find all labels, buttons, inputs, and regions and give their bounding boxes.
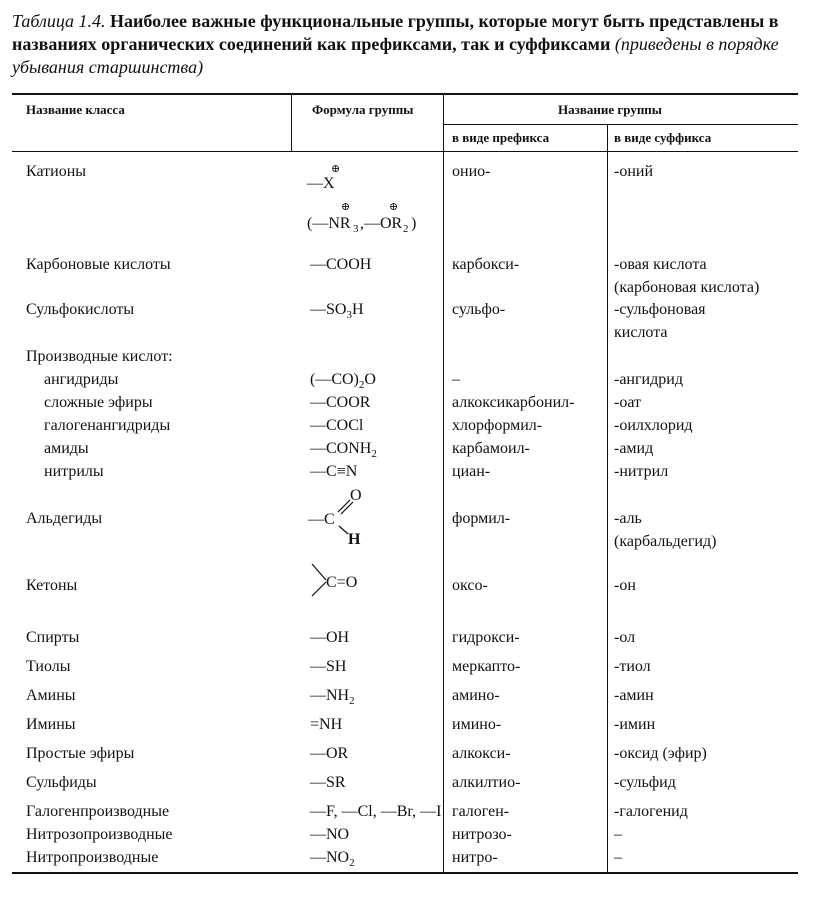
header-as-suffix: в виде суффикса [614,130,712,145]
row-class: ангидриды [44,371,119,388]
header-group-name: Название группы [558,102,662,117]
row-suffix: -тиол [614,658,651,675]
row-class: Сульфиды [26,774,97,791]
svg-text:O: O [350,487,362,504]
formula-halide: —F, —Cl, —Br, —I [310,803,442,820]
formula-amide: $—CONH_2$ [310,440,377,460]
row-class: Карбоновые кислоты [26,256,171,273]
row-suffix: – [614,826,622,843]
svg-text:): ) [411,215,417,232]
row-suffix-continued: кислота [614,324,668,341]
top-rule [12,93,798,95]
row-suffix-continued: (карбоновая кислота) [614,279,760,296]
header-formula: Формула группы [312,102,414,117]
column-divider [607,125,608,872]
row-suffix: -ол [614,629,636,646]
row-suffix: -оний [614,163,654,180]
row-prefix: алкоксикарбонил- [452,394,575,411]
row-suffix: -оксид (эфир) [614,745,707,762]
row-class: Имины [26,716,76,733]
formula-sulfide: —SR [310,774,346,791]
row-suffix: -овая кислота [614,256,707,273]
svg-text:C=O: C=O [326,574,358,591]
row-class: Спирты [26,629,80,646]
svg-text:—C: —C [308,511,335,528]
row-class: Галогенпроизводные [26,803,170,820]
formula-cation [305,156,435,236]
row-prefix: алкокси- [452,745,511,762]
table-caption [12,10,802,79]
header-mid-rule [443,124,798,125]
formula-carboxyl: —COOH [310,256,372,273]
formula-acid-halide: —COCl [310,417,364,434]
formula-nitrile: —C≡N [310,463,358,480]
row-prefix: галоген- [452,803,510,820]
formula-ester: —COOR [310,394,371,411]
column-divider [291,95,292,151]
row-suffix: -галогенид [614,803,688,820]
row-class: Кетоны [26,577,78,594]
column-divider [443,95,444,872]
row-suffix: -он [614,577,636,594]
row-class: амиды [44,440,89,457]
formula-hydroxyl: —OH [310,629,350,646]
formula-nitro: $—NO_2$ [310,849,355,869]
svg-text:H: H [348,531,361,548]
row-class: Нитрозопроизводные [26,826,173,843]
row-suffix: -оилхлорид [614,417,693,434]
row-prefix: – [452,371,460,388]
row-suffix: – [614,849,622,866]
row-prefix: формил- [452,510,511,527]
row-class: Катионы [26,163,87,180]
row-suffix: -амид [614,440,654,457]
header-bottom-rule [12,151,798,152]
row-prefix: сульфо- [452,301,506,318]
row-class: Производные кислот: [26,348,173,365]
svg-text:,—OR: ,—OR [360,215,403,232]
table-note: (приведены в порядке убывания старшинства) [12,34,779,77]
formula-thiol: —SH [310,658,347,675]
row-suffix: -амин [614,687,654,704]
row-class: Простые эфиры [26,745,135,762]
row-prefix: карбокси- [452,256,520,273]
row-class: Амины [26,687,76,704]
formula-sulfo: $—SO_3H$ [310,301,364,321]
formula-amine: $—NH_2$ [310,687,355,707]
row-prefix: гидрокси- [452,629,520,646]
row-suffix: -ангидрид [614,371,683,388]
row-prefix: меркапто- [452,658,521,675]
bottom-rule [12,872,798,874]
row-class: Сульфокислоты [26,301,135,318]
svg-text:⊕: ⊕ [331,163,341,175]
row-class: нитрилы [44,463,104,480]
row-class: Тиолы [26,658,71,675]
formula-anhydride: $(—CO)_2O$ [310,371,376,391]
row-suffix: -сульфоновая [614,301,706,318]
formula-nitroso: —NO [310,826,350,843]
svg-text:—X: —X [307,175,335,192]
formula-ketone [308,562,388,606]
svg-text:⊕: ⊕ [389,201,399,213]
table-label: Таблица 1.4. [12,11,106,31]
row-prefix: амино- [452,687,500,704]
svg-text:3: 3 [353,223,359,235]
header-as-prefix: в виде префикса [452,130,550,145]
row-prefix: карбамоил- [452,440,530,457]
row-suffix: -оат [614,394,642,411]
header-class-name: Название класса [26,102,125,117]
formula-imine: =NH [310,716,343,733]
row-suffix-continued: (карбальдегид) [614,533,717,550]
row-prefix: хлорформил- [452,417,543,434]
row-prefix: алкилтио- [452,774,521,791]
svg-text:(—NR: (—NR [307,215,351,232]
row-suffix: -нитрил [614,463,669,480]
svg-text:⊕: ⊕ [341,201,351,213]
row-prefix: циан- [452,463,491,480]
row-suffix: -сульфид [614,774,676,791]
row-prefix: онио- [452,163,491,180]
row-class: Нитропроизводные [26,849,159,866]
formula-aldehyde [308,486,388,546]
row-class: сложные эфиры [44,394,153,411]
svg-text:2: 2 [403,223,409,235]
row-prefix: оксо- [452,577,488,594]
row-suffix: -имин [614,716,656,733]
row-class: Альдегиды [26,510,103,527]
row-suffix: -аль [614,510,642,527]
row-prefix: нитрозо- [452,826,512,843]
row-class: галогенангидриды [44,417,171,434]
table-title: Наиболее важные функциональные группы, которые могут быть представлены в названиях органических соединений как префиксами, так и суффиксами [12,11,779,54]
formula-ether: —OR [310,745,349,762]
row-prefix: нитро- [452,849,498,866]
row-prefix: имино- [452,716,502,733]
